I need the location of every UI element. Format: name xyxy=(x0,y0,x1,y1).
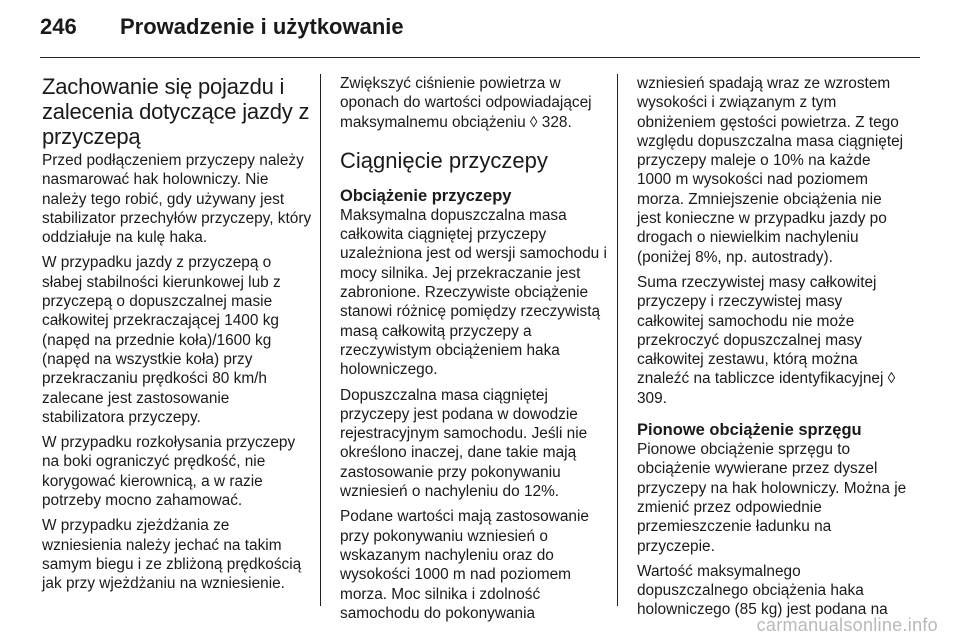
paragraph: Wartość maksymalnego dopuszczalnego obciążenia haka holowniczego (85 kg) jest podana na xyxy=(637,562,888,619)
page-title: Prowadzenie i użytkowanie xyxy=(120,14,404,39)
paragraph: W przypadku zjeżdżania ze wzniesienia należy jechać na takim samym biegu i ze zbliżoną prędkością jak przy wjeżdżaniu na wzniesienie. xyxy=(42,517,302,593)
header-divider xyxy=(40,57,920,58)
paragraph: Podane wartości mają zastosowanie przy pokonywaniu wzniesień o wskazanym nachyleniu oraz do wysokości 1000 m nad poziomem morza. Moc silnika i zdolność samochodu do pokonywania xyxy=(340,508,589,622)
paragraph: W przypadku jazdy z przyczepą o słabej stabilności kierunkowej lub z przyczepą o dopuszczalnej masie całkowitej przekraczającej 1400 kg (napęd na przednie koła)/1600 kg (napęd na wszystkie koła) przy przekraczaniu prędkości 80 km/h zalecane jest zastosowanie stabilizatora przyczepy. xyxy=(42,254,281,426)
paragraph: W przypadku rozkołysania przyczepy na boki ograniczyć prędkość, nie korygować kierownicą, a w razie potrzeby mocno zahamować. xyxy=(42,434,296,510)
column-divider-1 xyxy=(320,74,321,606)
paragraph: Pionowe obciążenie sprzęgu to obciążenie wywierane przez dyszel przyczepy na hak holowniczy. Można je zmienić przez odpowiednie przemieszczenie ładunku na przyczepie. xyxy=(637,441,907,555)
paragraph: wzniesień spadają wraz ze wzrostem wysokości i związanym z tym obniżeniem gęstości powietrza. Z tego względu dopuszczalna masa ciągniętej przyczepy maleje o 10% na każde 1000 m wysokości nad poziomem morza. Zmniejszenie obciążenia nie jest konieczne w przypadku jazdy po drogach o niewielkim nachyleniu (poniżej 8%, np. autostrady). xyxy=(637,75,904,266)
page-number: 246 xyxy=(40,14,77,39)
subheading-trailer-load: Obciążenie przyczepy xyxy=(340,186,512,205)
section-heading-towing: Ciągnięcie przyczepy xyxy=(340,147,548,173)
page-header xyxy=(40,14,920,44)
column-3 xyxy=(637,74,907,626)
paragraph: Zwiększyć ciśnienie powietrza w oponach do wartości odpowiadającej maksymalnemu obciążeniu ◊ 328. xyxy=(340,75,592,131)
paragraph: Dopuszczalna masa ciągniętej przyczepy jest podana w dowodzie rejestracyjnym samochodu. Jeśli nie określono inaczej, dane takie mają zastosowanie przy pokonywaniu wzniesień o nachyleniu do 12%. xyxy=(340,386,588,501)
column-divider-2 xyxy=(617,74,618,606)
subheading-coupling-load: Pionowe obciążenie sprzęgu xyxy=(637,421,862,440)
section-heading-trailer-driving: Zachowanie się pojazdu i zalecenia dotyczące jazdy z przyczepą xyxy=(42,74,310,149)
column-1 xyxy=(42,74,312,600)
paragraph: Suma rzeczywistej masy całkowitej przyczepy i rzeczywistej masy całkowitej samochodu nie może przekroczyć dopuszczalnej masy całkowitej zestawu, którą można znaleźć na tabliczce identyfikacyjnej ◊ 309. xyxy=(637,273,896,407)
column-2 xyxy=(340,74,610,629)
paragraph: Przed podłączeniem przyczepy należy nasmarować hak holowniczy. Nie należy tego robić, gdy używany jest stabilizator przechyłów przyczepy, który oddziałuje na kulę haka. xyxy=(42,152,312,247)
watermark: carmanualsonline.info xyxy=(756,615,938,635)
paragraph: Maksymalna dopuszczalna masa całkowita ciągniętej przyczepy uzależniona jest od wersji samochodu i mocy silnika. Jej przekraczanie jest zabronione. Rzeczywiste obciążenie stanowi różnicę pomiędzy rzeczywistą masą całkowitą przyczepy a rzeczywistym obciążeniem haka holowniczego. xyxy=(340,206,607,379)
